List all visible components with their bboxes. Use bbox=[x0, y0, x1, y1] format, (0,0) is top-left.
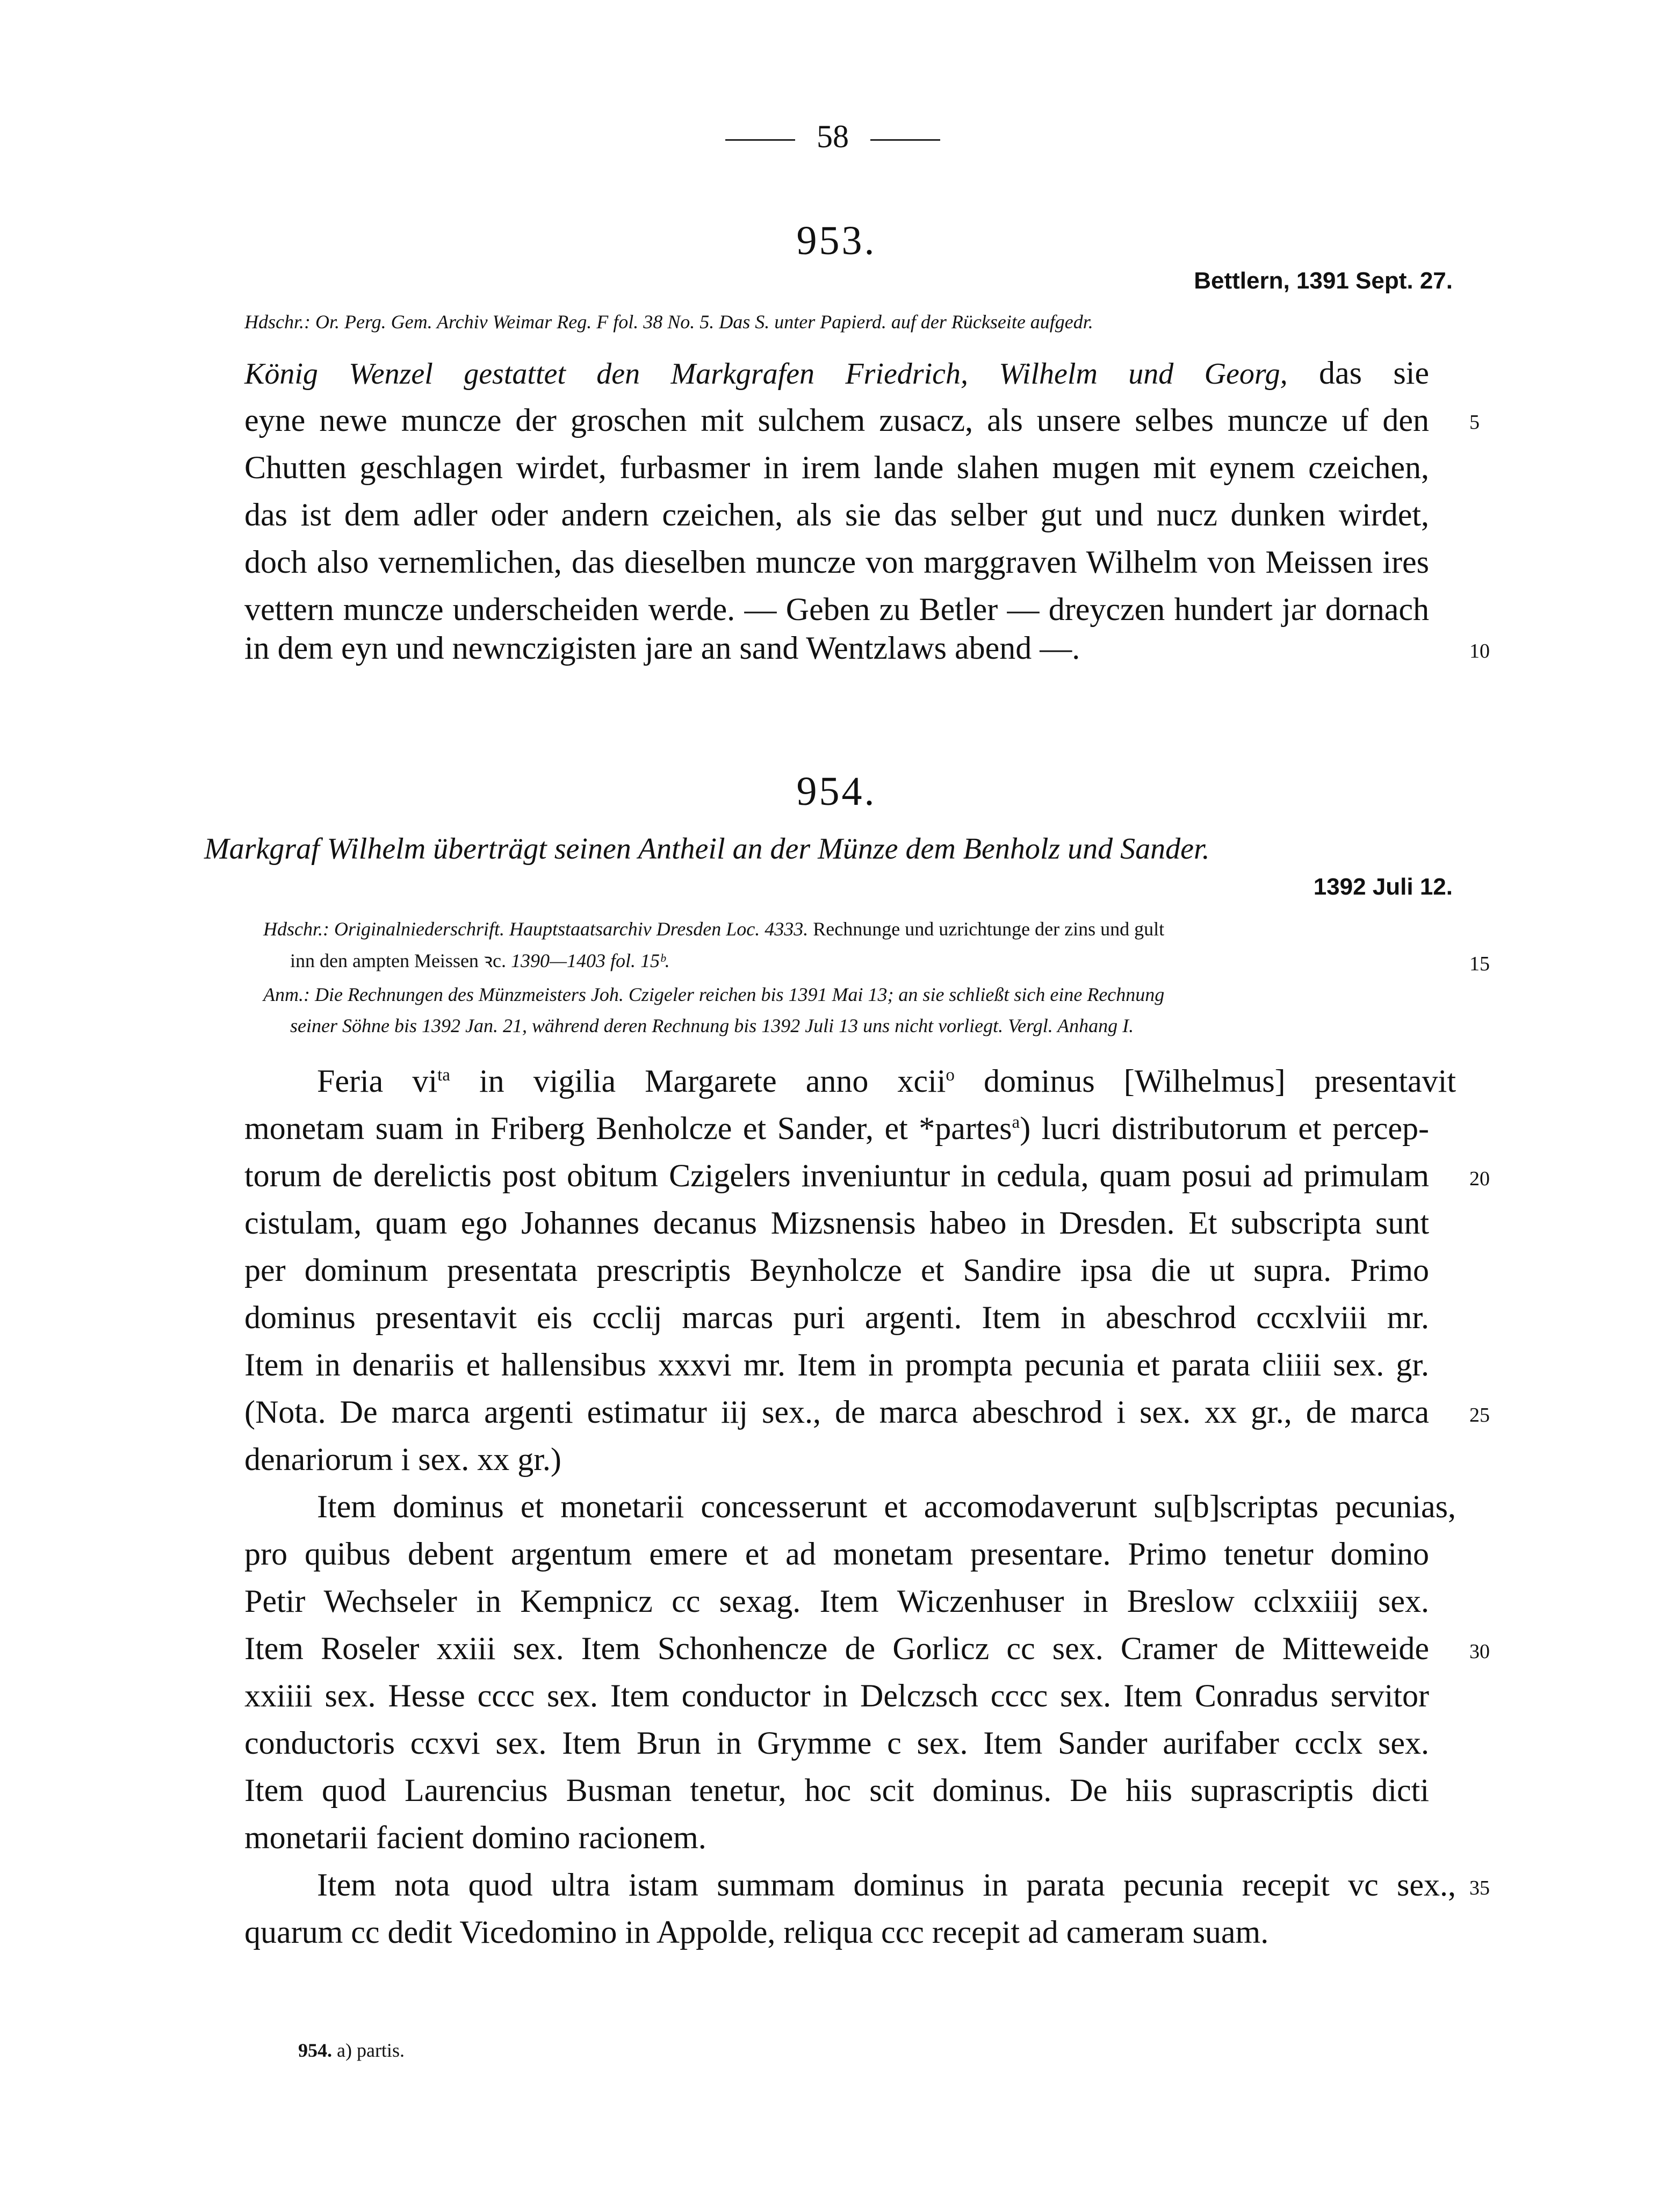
page-header bbox=[698, 118, 967, 155]
text-line: das ist dem adler oder andern czeichen, als sie das selber gut und nucz dunken wirdet, bbox=[244, 497, 1429, 532]
annotation-line: Anm.: Die Rechnungen des Münzmeisters Joh. Czigeler reichen bis 1391 Mai 13; an sie schließt sich eine Rechnung bbox=[263, 984, 1165, 1005]
source-note-954-line2 bbox=[290, 947, 670, 973]
footnote-number: 954. bbox=[298, 2040, 332, 2061]
document-date-954: 1392 Juli 12. bbox=[1313, 874, 1453, 900]
source-note-part: 1390—1403 fol. 15ᵇ. bbox=[510, 950, 670, 971]
document-number-954: 954. bbox=[796, 769, 877, 814]
text-line: denariorum i sex. xx gr.) bbox=[244, 1442, 561, 1477]
superscript: ta bbox=[437, 1065, 450, 1085]
text-line: in dem eyn und newnczigisten jare an sand Wentzlaws abend —. bbox=[244, 630, 1080, 666]
line-number: 25 bbox=[1469, 1404, 1490, 1426]
text-line: per dominum presentata prescriptis Beynholcze et Sandire ipsa die ut supra. Primo bbox=[244, 1252, 1429, 1288]
text-segment: Feria vi bbox=[317, 1063, 438, 1099]
text-segment: ) lucri distributorum et percep- bbox=[1020, 1111, 1429, 1146]
line-number: 10 bbox=[1469, 640, 1490, 662]
line-number: 15 bbox=[1469, 953, 1490, 975]
text-line: doch also vernemlichen, das dieselben muncze von marggraven Wilhelm von Meissen ires bbox=[244, 544, 1429, 580]
text-segment: dominus [Wilhelmus] presentavit bbox=[954, 1063, 1456, 1099]
text-line: Item dominus et monetarii concesserunt et accomodaverunt su[b]scriptas pecunias, bbox=[317, 1489, 1456, 1524]
text-line bbox=[244, 1110, 1429, 1147]
text-line: conductoris ccxvi sex. Item Brun in Grymme c sex. Item Sander aurifaber ccclx sex. bbox=[244, 1725, 1429, 1761]
text-line: vettern muncze underscheiden werde. — Geben zu Betler — dreyczen hundert jar dornach bbox=[244, 592, 1429, 627]
text-line: quarum cc dedit Vicedomino in Appolde, reliqua ccc recepit ad cameram suam. bbox=[244, 1914, 1269, 1950]
text-line: Item Roseler xxiii sex. Item Schonhencze de Gorlicz cc sex. Cramer de Mitteweide bbox=[244, 1631, 1429, 1666]
text-line: torum de derelictis post obitum Czigelers inveniuntur in cedula, quam posui ad primulam bbox=[244, 1158, 1429, 1193]
document-number-953: 953. bbox=[796, 218, 877, 263]
text-line: monetarii facient domino racionem. bbox=[244, 1820, 706, 1855]
line-number: 20 bbox=[1469, 1168, 1490, 1190]
text-segment: monetam suam in Friberg Benholcze et Sander, et *partes bbox=[244, 1111, 1012, 1146]
text-line: xxiiii sex. Hesse cccc sex. Item conductor in Delczsch cccc sex. Item Conradus servitor bbox=[244, 1678, 1429, 1713]
text-line: Item nota quod ultra istam summam dominus in parata pecunia recepit vc sex., bbox=[317, 1867, 1456, 1903]
text-line bbox=[244, 355, 1429, 392]
regest-953: König Wenzel gestattet den Markgrafen Friedrich, Wilhelm und Georg, bbox=[244, 357, 1288, 391]
text-line-segment: das sie bbox=[1319, 355, 1430, 391]
page-number: 58 bbox=[817, 119, 849, 154]
superscript: o bbox=[946, 1065, 955, 1085]
line-number: 5 bbox=[1469, 411, 1480, 434]
footnote-text: a) partis. bbox=[337, 2040, 405, 2061]
regest-954: Markgraf Wilhelm überträgt seinen Antheil an der Münze dem Benholz und Sander. bbox=[204, 832, 1210, 866]
footnote-marker: a bbox=[1012, 1113, 1020, 1132]
text-line: (Nota. De marca argenti estimatur iij sex., de marca abeschrod i sex. xx gr., de marca bbox=[244, 1394, 1429, 1430]
source-note-part: inn den ampten Meissen ꝛc. bbox=[290, 950, 506, 971]
footnote bbox=[298, 2039, 405, 2062]
document-date-953: Bettlern, 1391 Sept. 27. bbox=[1194, 268, 1453, 294]
text-line: cistulam, quam ego Johannes decanus Mizsnensis habeo in Dresden. Et subscripta sunt bbox=[244, 1205, 1429, 1241]
text-line: Petir Wechseler in Kempnicz cc sexag. Item Wiczenhuser in Breslow cclxxiiij sex. bbox=[244, 1583, 1429, 1619]
line-number: 35 bbox=[1469, 1877, 1490, 1899]
line-number: 30 bbox=[1469, 1640, 1490, 1663]
text-line: dominus presentavit eis ccclij marcas puri argenti. Item in abeschrod cccxlviii mr. bbox=[244, 1300, 1429, 1335]
text-line: Chutten geschlagen wirdet, furbasmer in irem lande slahen mugen mit eynem czeichen, bbox=[244, 450, 1429, 485]
text-line: Item quod Laurencius Busman tenetur, hoc scit dominus. De hiis suprascriptis dicti bbox=[244, 1773, 1429, 1808]
text-segment: in vigilia Margarete anno xcii bbox=[450, 1063, 946, 1099]
text-line bbox=[317, 1063, 1456, 1100]
source-note-part: Rechnunge und uzrichtunge der zins und gult bbox=[813, 918, 1165, 940]
source-note-part: Hdschr.: Originalniederschrift. Hauptstaatsarchiv Dresden Loc. 4333. bbox=[263, 918, 809, 940]
header-rule-left bbox=[725, 139, 795, 141]
header-rule-right bbox=[870, 139, 940, 141]
annotation-line: seiner Söhne bis 1392 Jan. 21, während deren Rechnung bis 1392 Juli 13 uns nicht vorliegt. Vergl. Anhang I. bbox=[290, 1015, 1134, 1036]
text-line: eyne newe muncze der groschen mit sulchem zusacz, als unsere selbes muncze uf den bbox=[244, 402, 1429, 438]
source-note-953: Hdschr.: Or. Perg. Gem. Archiv Weimar Reg. F fol. 38 No. 5. Das S. unter Papierd. auf der Rückseite aufgedr. bbox=[244, 311, 1093, 333]
text-line: pro quibus debent argentum emere et ad monetam presentare. Primo tenetur domino bbox=[244, 1536, 1429, 1572]
source-note-954-line1 bbox=[263, 918, 1164, 940]
text-line: Item in denariis et hallensibus xxxvi mr. Item in prompta pecunia et parata cliiii sex. gr. bbox=[244, 1347, 1429, 1382]
